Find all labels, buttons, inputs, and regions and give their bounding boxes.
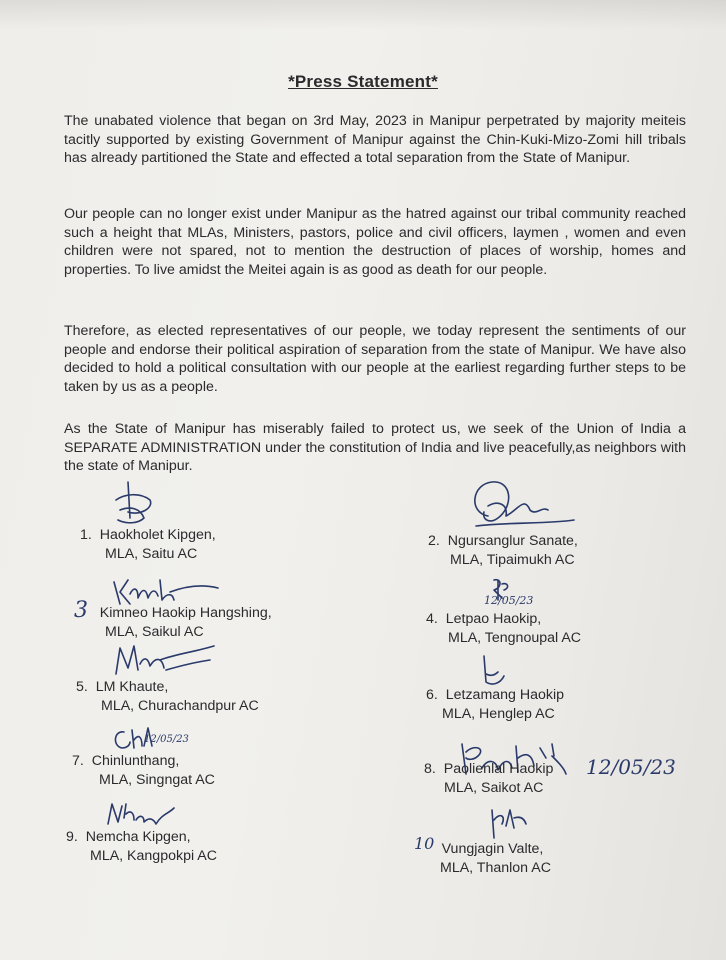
signature-10-mark bbox=[484, 806, 544, 842]
signatory-2-name: Ngursanglur Sanate, bbox=[447, 533, 578, 549]
signatory-1 bbox=[80, 526, 216, 564]
signatory-4 bbox=[426, 610, 581, 648]
signatory-6-name: Letzamang Haokip bbox=[445, 687, 565, 703]
signatory-4-number: 4. bbox=[426, 611, 438, 627]
signature-7-date: 12/05/23 bbox=[144, 734, 189, 745]
signatory-8-role: MLA, Saikot AC bbox=[444, 780, 544, 796]
signature-8-date-mark bbox=[586, 740, 686, 784]
paragraph-1: The unabated violence that began on 3rd May, 2023 in Manipur perpetrated by majority meiteis tacitly supported by existing Government of Manipur against the Chin-Kuki-Mizo-Zomi hill tribals has already partitioned the State and effected a total separation from the State of Manipur. bbox=[64, 113, 686, 167]
signatory-8-number: 8. bbox=[424, 761, 436, 777]
signatory-3 bbox=[80, 604, 272, 642]
signatory-9-name: Nemcha Kipgen, bbox=[85, 829, 191, 845]
paragraph-4: As the State of Manipur has miserably failed to protect us, we seek of the Union of India a SEPARATE ADMINISTRATION under the constitution of India and live peacefully,as neighbors with the state of Manipur. bbox=[64, 421, 686, 475]
paragraph-2: Our people can no longer exist under Manipur as the hatred against our tribal community reached such a height that MLAs, Ministers, pastors, police and civil officers, laymen , women and even children were not spared, not to mention the destruction of places of worship, homes and properties. To live amidst the Meitei again is as good as death for our people. bbox=[64, 206, 686, 278]
signatory-4-role: MLA, Tengnoupal AC bbox=[448, 630, 582, 646]
signatory-10-handwritten-number: 10 bbox=[414, 834, 435, 853]
signatory-1-name: Haokholet Kipgen, bbox=[99, 527, 216, 543]
signature-2-mark bbox=[458, 476, 578, 536]
page-shadow bbox=[0, 0, 726, 30]
signature-7-date-mark bbox=[144, 730, 204, 750]
signatory-5 bbox=[76, 678, 259, 716]
signatory-5-name: LM Khaute, bbox=[95, 679, 169, 695]
document-title: *Press Statement* bbox=[288, 72, 438, 91]
signature-4-date: 12/05/23 bbox=[484, 594, 534, 607]
signatory-6-role: MLA, Henglep AC bbox=[442, 706, 555, 722]
signatory-3-name: Kimneo Haokip Hangshing, bbox=[99, 605, 272, 621]
signature-5-mark bbox=[110, 640, 220, 680]
signatory-9 bbox=[66, 828, 217, 866]
signatory-10-role: MLA, Thanlon AC bbox=[440, 860, 551, 876]
signatory-7-name: Chinlunthang, bbox=[91, 753, 180, 769]
signature-4-date-mark bbox=[484, 590, 554, 610]
signatory-7 bbox=[72, 752, 215, 790]
signatory-4-name: Letpao Haokip, bbox=[445, 611, 542, 627]
signature-6-mark bbox=[476, 654, 516, 690]
signature-8-date: 12/05/23 bbox=[586, 755, 676, 779]
signature-1-mark bbox=[110, 478, 170, 528]
signatory-1-number: 1. bbox=[80, 527, 92, 543]
signatory-6 bbox=[426, 686, 564, 724]
signatory-1-role: MLA, Saitu AC bbox=[105, 546, 198, 562]
signatory-6-number: 6. bbox=[426, 687, 438, 703]
signatory-3-role: MLA, Saikul AC bbox=[105, 624, 204, 640]
signatory-2-role: MLA, Tipaimukh AC bbox=[450, 552, 575, 568]
signatory-10-name: Vungjagin Valte, bbox=[441, 841, 544, 857]
signatory-7-role: MLA, Singngat AC bbox=[99, 772, 215, 788]
signatory-10 bbox=[414, 840, 551, 878]
signatory-8-name: Paolienlal Haokip bbox=[443, 761, 554, 777]
signatory-5-role: MLA, Churachandpur AC bbox=[101, 698, 259, 714]
signatory-8 bbox=[424, 760, 553, 798]
signatory-9-role: MLA, Kangpokpi AC bbox=[90, 848, 217, 864]
signatory-7-number: 7. bbox=[72, 753, 84, 769]
paragraph-3: Therefore, as elected representatives of our people, we today represent the sentiments of our people and endorse their political aspiration of separation from the state of Manipur. We have also decided to hold a political consultation with our people at the earliest regarding further steps to be taken by us as a people. bbox=[64, 323, 686, 395]
signatory-3-handwritten-number: 3 bbox=[74, 598, 88, 623]
signatory-9-number: 9. bbox=[66, 829, 78, 845]
signatory-2 bbox=[428, 532, 578, 570]
signatory-2-number: 2. bbox=[428, 533, 440, 549]
signatory-5-number: 5. bbox=[76, 679, 88, 695]
